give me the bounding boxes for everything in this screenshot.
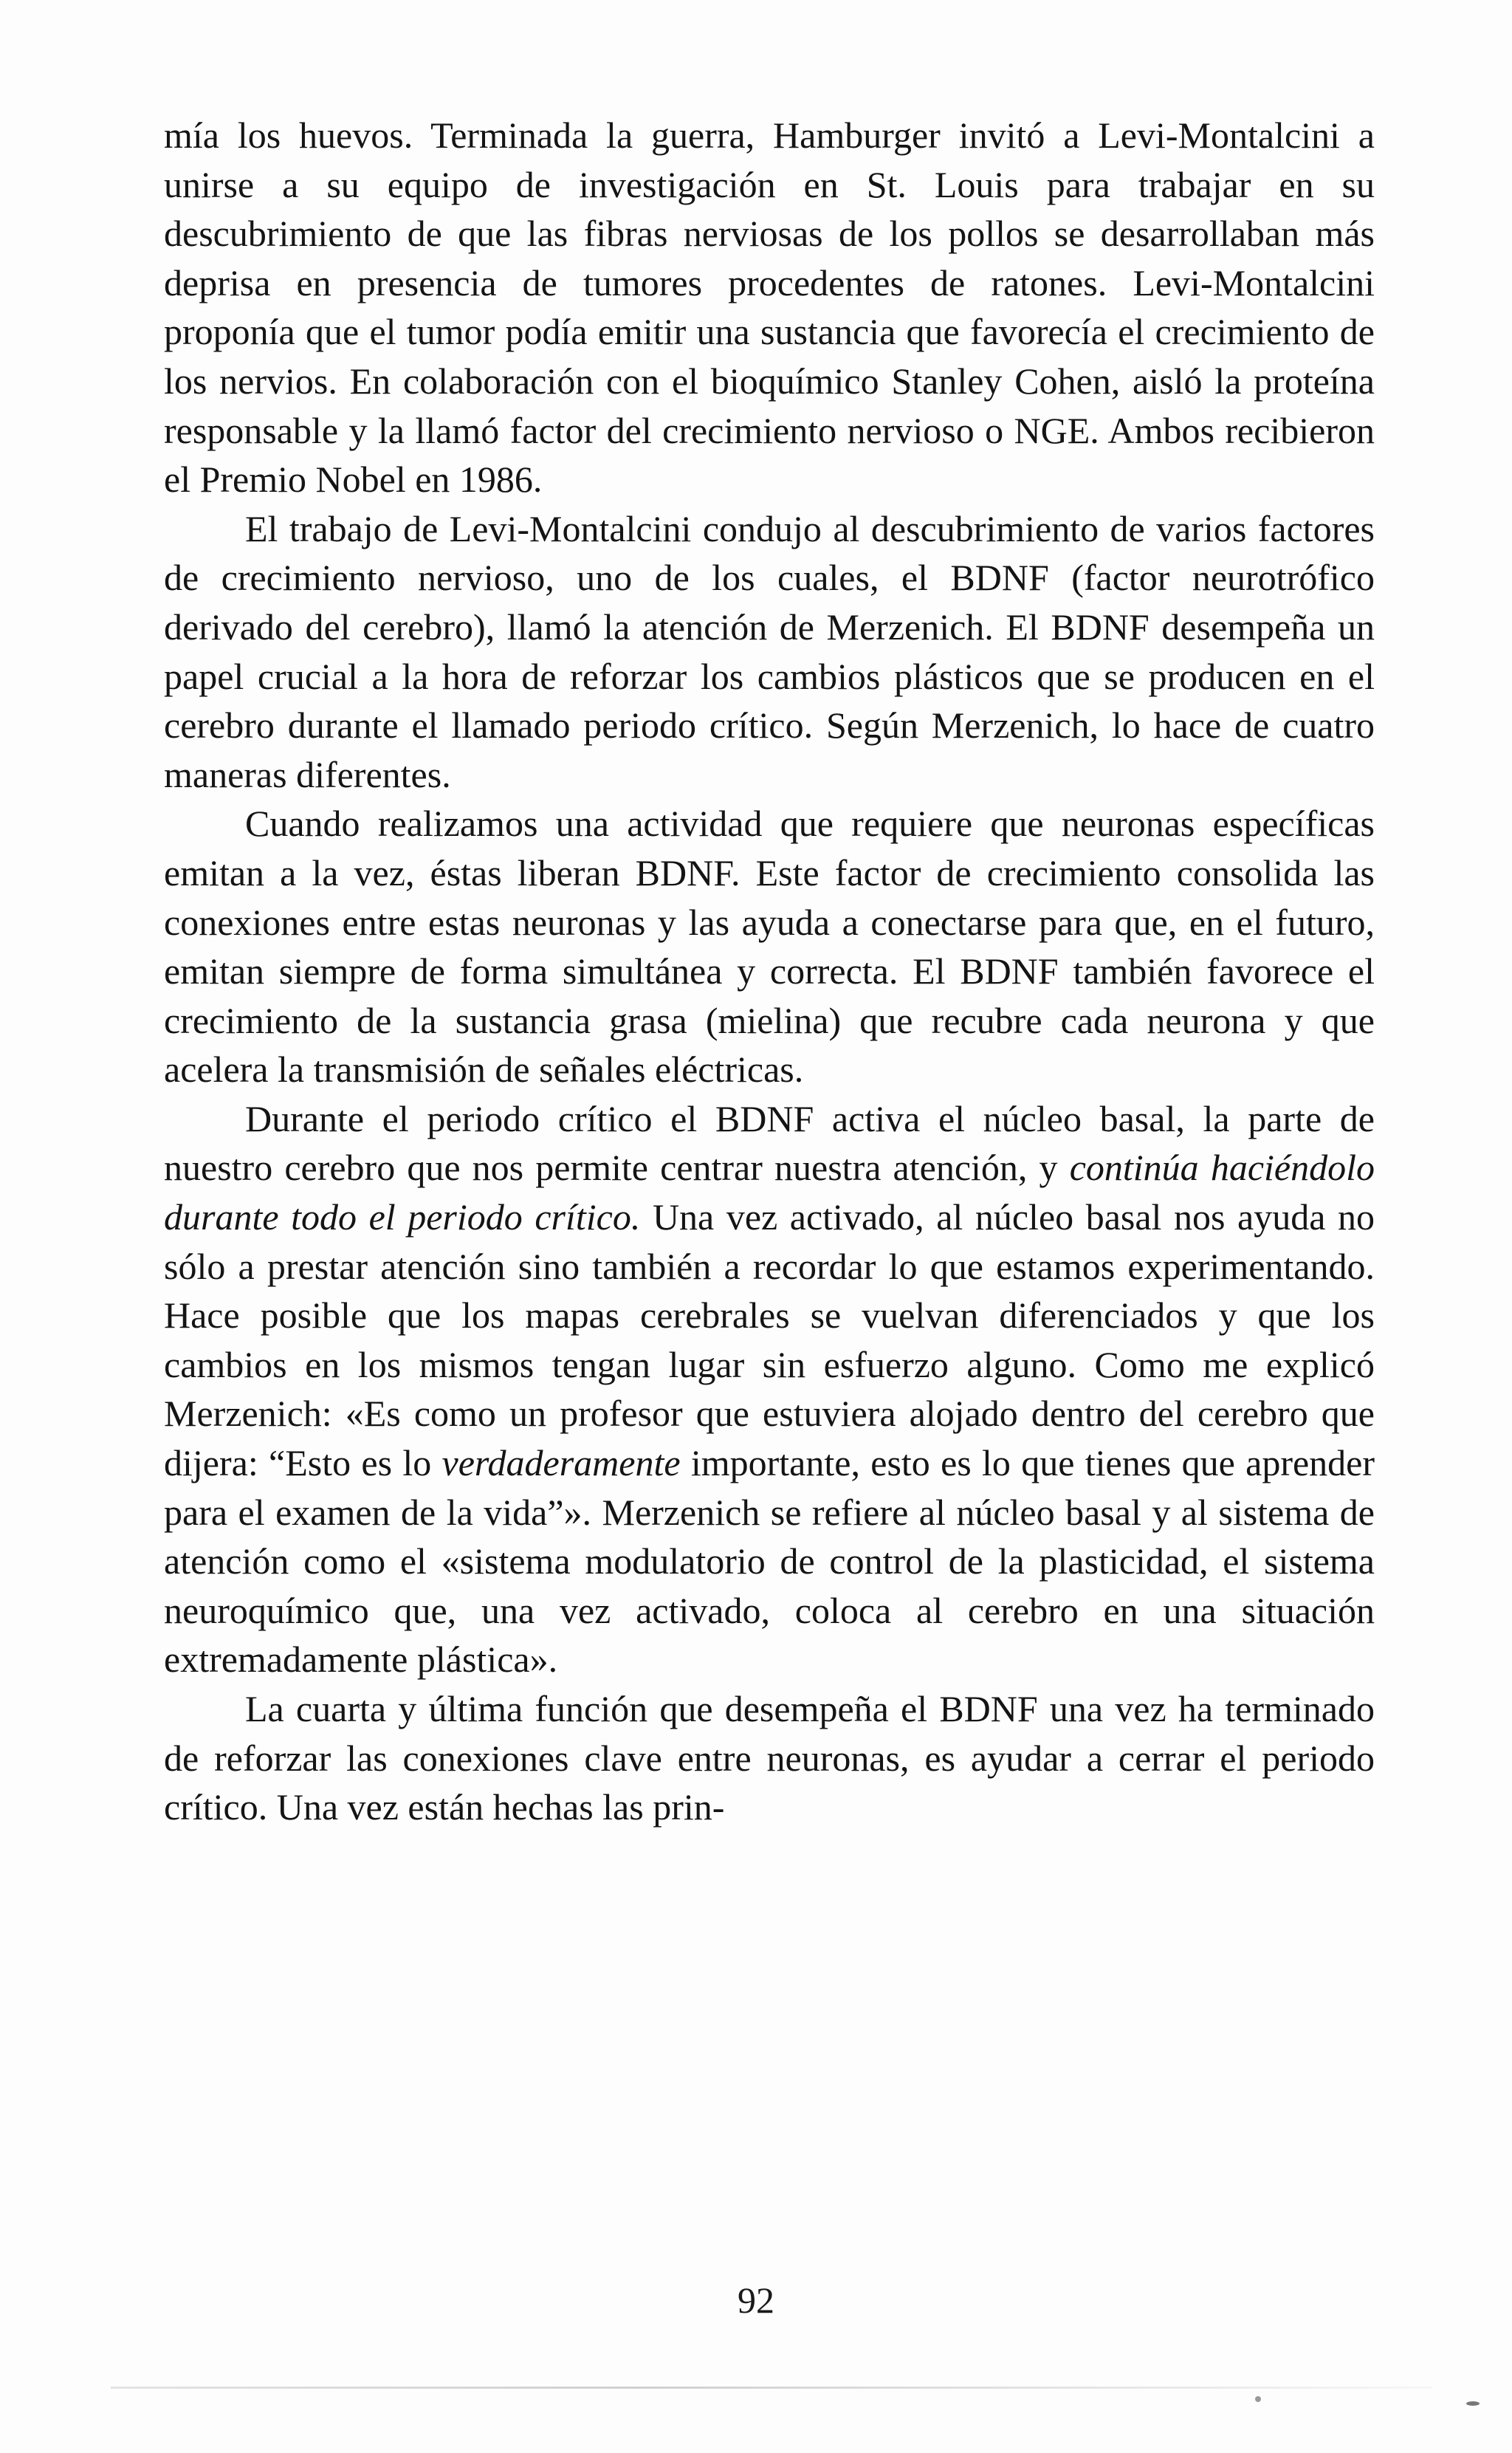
paragraph-5 bbox=[164, 1684, 1375, 1832]
paragraph-3-text: Cuando realizamos una actividad que requiere que neuronas específicas emitan a la vez, éstas liberan BDNF. Este factor de crecimiento consolida las conexiones entre estas neuronas y las ayuda a conectarse para que, en el futuro, emitan siempre de forma simultánea y correcta. El BDNF también favorece el crecimiento de la sustancia grasa (mielina) que recubre cada neurona y que acelera la transmisión de señales eléctricas. bbox=[164, 803, 1375, 1091]
scan-edge-line bbox=[111, 2387, 1432, 2389]
paragraph-3 bbox=[164, 799, 1375, 1094]
paragraph-1-text: mía los huevos. Terminada la guerra, Hamburger invitó a Levi-Montalcini a unirse a su equipo de investigación en St. Louis para trabajar en su descubrimiento de que las fibras nerviosas de los pollos se desarrollaban más deprisa en presencia de tumores procedentes de ratones. Levi-Montalcini proponía que el tumor podía emitir una sustancia que favorecía el crecimiento de los nervios. En colaboración con el bioquímico Stanley Cohen, aisló la proteína responsable y la llamó factor del crecimiento nervioso o NGE. Ambos recibieron el Premio Nobel en 1986. bbox=[164, 114, 1375, 501]
body-text bbox=[164, 111, 1375, 1832]
paragraph-1 bbox=[164, 111, 1375, 504]
paragraph-5-text: La cuarta y última función que desempeña el BDNF una vez ha terminado de reforzar las conexiones clave entre neuronas, es ayudar a cerrar el periodo crítico. Una vez están hechas las prin- bbox=[164, 1688, 1375, 1828]
paragraph-4-emphasis-a: continúa haciéndolo durante todo el periodo crítico. bbox=[164, 1147, 1375, 1238]
scan-speck bbox=[1466, 2401, 1480, 2406]
paragraph-4-text-a: Durante el periodo crítico el BDNF activa el núcleo basal, la parte de nuestro cerebro que nos permite centrar nuestra atención, y bbox=[164, 1097, 1375, 1189]
paragraph-2-text: El trabajo de Levi-Montalcini condujo al descubrimiento de varios factores de crecimiento nervioso, uno de los cuales, el BDNF (factor neurotrófico derivado del cerebro), llamó la atención de Merzenich. El BDNF desempeña un papel crucial a la hora de reforzar los cambios plásticos que se producen en el cerebro durante el llamado periodo crítico. Según Merzenich, lo hace de cuatro maneras diferentes. bbox=[164, 507, 1375, 795]
paragraph-4-text-c: importante, esto es lo que tienes que aprender para el examen de la vida”». Merzenich se refiere al núcleo basal y al sistema de atención como el «sistema modulatorio de control de la plasticidad, el sistema neuroquímico que, una vez activado, coloca al cerebro en una situación extremadamente plástica». bbox=[164, 1442, 1375, 1681]
paragraph-4-text-b: Una vez activado, al núcleo basal nos ayuda no sólo a prestar atención sino también a recordar lo que estamos experimentando. Hace posible que los mapas cerebrales se vuelvan diferenciados y que los cambios en los mismos tengan lugar sin esfuerzo alguno. Como me explicó Merzenich: «Es como un profesor que estuviera alojado dentro del cerebro que dijera: “Esto es lo bbox=[164, 1196, 1375, 1484]
scan-speck bbox=[1255, 2396, 1261, 2402]
paragraph-4 bbox=[164, 1094, 1375, 1684]
page-number: 92 bbox=[738, 2279, 774, 2321]
paragraph-4-emphasis-b: verdaderamente bbox=[441, 1442, 681, 1484]
paragraph-2 bbox=[164, 504, 1375, 800]
